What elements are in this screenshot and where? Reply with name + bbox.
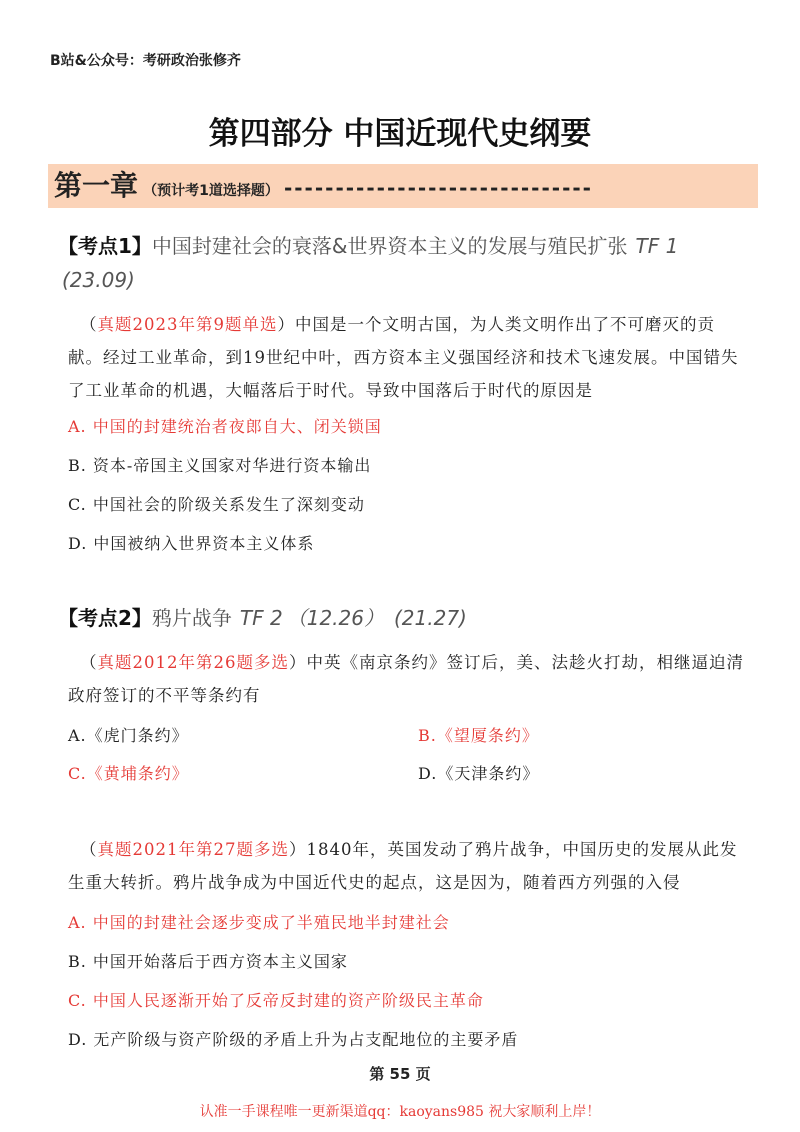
question-1-stem: （真题2023年第9题单选）中国是一个文明古国，为人类文明作出了不可磨灭的贡献。经过工业革命，到19世纪中叶，西方资本主义强国经济和技术飞速发展。中国错失了工业革命的机遇，大幅落后于时代。导致中国落后于时代的原因是: [68, 315, 739, 400]
q1-option-b: B. 资本-帝国主义国家对华进行资本输出: [68, 456, 372, 475]
question-2-stem: （真题2012年第26题多选）中英《南京条约》签订后，美、法趁火打劫，相继逼迫清政府签订的不平等条约有: [68, 653, 744, 705]
kaodian-text: 中国封建社会的衰落&世界资本主义的发展与殖民扩张: [151, 234, 628, 258]
question-source: 真题2012年第26题多选: [97, 653, 289, 672]
kaodian-tag: 【考点2】: [58, 606, 152, 630]
question-source: 真题2023年第9题单选: [97, 315, 278, 334]
page-title: 第四部分 中国近现代史纲要: [208, 116, 592, 152]
kaodian-2-heading: [58, 601, 467, 635]
kaodian-text: 鸦片战争: [151, 606, 232, 630]
q1-option-a: A. 中国的封建统治者夜郎自大、闭关锁国: [68, 417, 382, 436]
q3-option-a: A. 中国的封建社会逐步变成了半殖民地半封建社会: [68, 913, 450, 932]
kaodian-1-heading: [58, 229, 758, 297]
q2-option-b: B.《望厦条约》: [418, 726, 539, 745]
q3-option-c: C. 中国人民逐渐开始了反帝反封建的资产阶级民主革命: [68, 991, 484, 1010]
page-number: 第 55 页: [369, 1065, 431, 1083]
q1-option-d: D. 中国被纳入世界资本主义体系: [68, 534, 315, 553]
chapter-name: 第一章: [54, 169, 139, 202]
question-text: 1840年，英国发动了鸦片战争，中国历史的发展从此发生重大转折。鸦片战争成为中国近代史的起点，这是因为，随着西方列强的入侵: [68, 840, 738, 892]
q3-option-d: D. 无产阶级与资产阶级的矛盾上升为占支配地位的主要矛盾: [68, 1030, 519, 1049]
tf-label: TF 2: [239, 606, 283, 630]
kaodian-tag: 【考点1】: [58, 234, 152, 258]
chapter-note: （预计考1道选择题）: [143, 183, 279, 199]
kaodian-years: （12.26） (21.27): [286, 606, 467, 630]
chapter-band: [48, 164, 758, 208]
q2-option-d: D.《天津条约》: [418, 764, 540, 783]
question-source: 真题2021年第27题多选: [97, 840, 289, 859]
header-text: B站&公众号：考研政治张修齐: [50, 53, 241, 69]
q2-option-c: C.《黄埔条约》: [68, 764, 189, 783]
q3-option-b: B. 中国开始落后于西方资本主义国家: [68, 952, 348, 971]
question-text: 中英《南京条约》签订后，美、法趁火打劫，相继逼迫清政府签订的不平等条约有: [68, 653, 744, 705]
question-text: 中国是一个文明古国，为人类文明作出了不可磨灭的贡献。经过工业革命，到19世纪中叶，西方资本主义强国经济和技术飞速发展。中国错失了工业革命的机遇，大幅落后于时代。导致中国落后于时代的原因是: [68, 315, 739, 400]
footer-notice: 认准一手课程唯一更新渠道qq：kaoyans985 祝大家顺利上岸！: [199, 1104, 601, 1120]
question-3-stem: （真题2021年第27题多选）1840年，英国发动了鸦片战争，中国历史的发展从此发生重大转折。鸦片战争成为中国近代史的起点，这是因为，随着西方列强的入侵: [68, 840, 738, 892]
q1-option-c: C. 中国社会的阶级关系发生了深刻变动: [68, 495, 365, 514]
q2-option-a: A.《虎门条约》: [68, 726, 189, 745]
chapter-dashes: ------------------------------: [283, 176, 593, 200]
kaodian-years: (23.09): [62, 268, 135, 292]
tf-label: TF 1: [635, 234, 679, 258]
